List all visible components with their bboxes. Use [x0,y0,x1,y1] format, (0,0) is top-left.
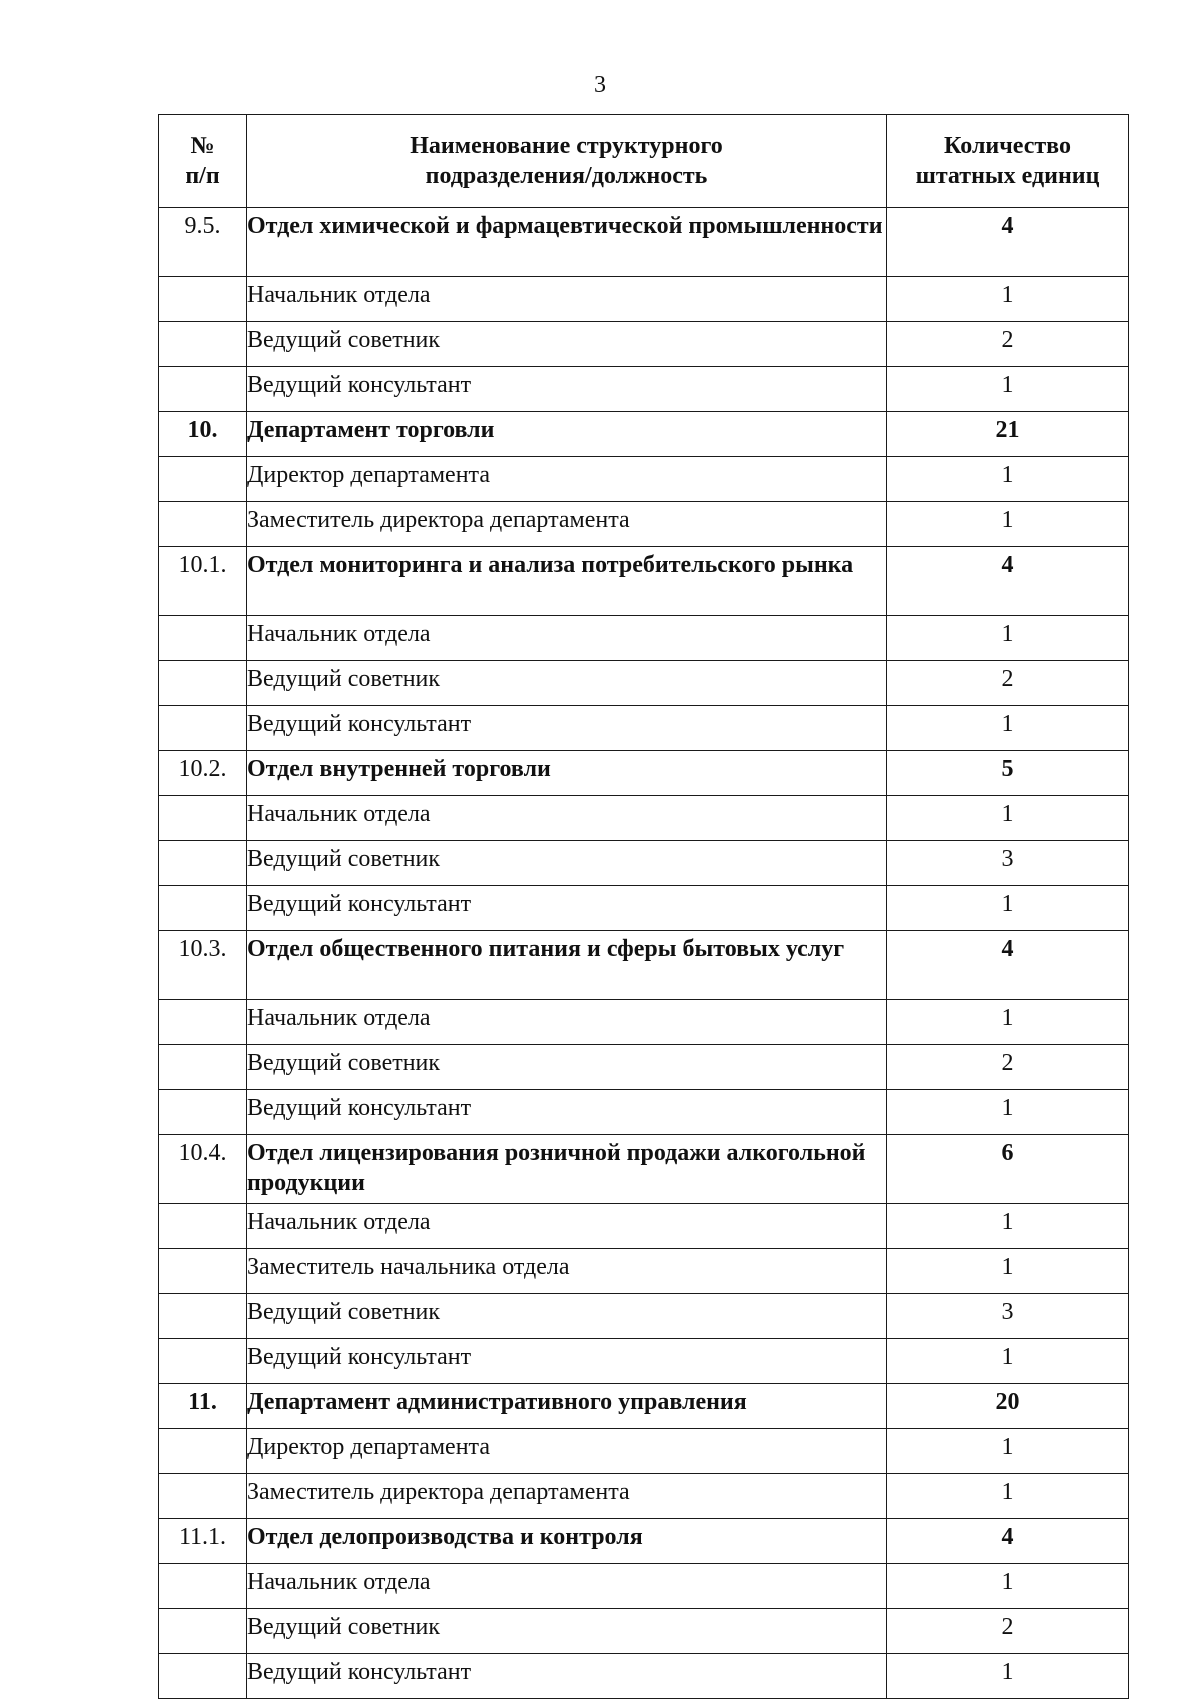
row-name-cell: Ведущий консультант [247,706,887,751]
row-name-cell: Директор департамента [247,457,887,502]
row-count-cell: 1 [887,502,1129,547]
row-count-cell: 1 [887,796,1129,841]
position-row [159,796,1129,841]
row-number-cell [159,841,247,886]
header-name [247,115,887,208]
position-row [159,367,1129,412]
row-number-cell [159,1609,247,1654]
row-number-cell [159,1654,247,1699]
position-row [159,841,1129,886]
row-name-cell: Ведущий консультант [247,367,887,412]
row-number-cell [159,1429,247,1474]
position-row [159,706,1129,751]
row-name-cell: Департамент административного управления [247,1384,887,1429]
position-row [159,1204,1129,1249]
row-number-cell: 11. [159,1384,247,1429]
position-row [159,1294,1129,1339]
position-row [159,616,1129,661]
row-number-cell [159,796,247,841]
row-number-cell [159,1564,247,1609]
row-name-cell: Заместитель директора департамента [247,502,887,547]
row-number-cell [159,277,247,322]
row-number-cell [159,1474,247,1519]
section-row [159,931,1129,1000]
position-row [159,1249,1129,1294]
row-number-cell [159,322,247,367]
row-number-cell [159,706,247,751]
position-row [159,1339,1129,1384]
row-count-cell: 1 [887,1249,1129,1294]
row-name-cell: Ведущий консультант [247,886,887,931]
row-name-cell: Ведущий консультант [247,1654,887,1699]
row-count-cell: 1 [887,1564,1129,1609]
row-number-cell [159,1045,247,1090]
row-count-cell: 6 [887,1135,1129,1204]
staffing-table [158,114,1129,1699]
section-row [159,547,1129,616]
row-number-cell [159,1204,247,1249]
row-number-cell: 10. [159,412,247,457]
row-count-cell: 1 [887,616,1129,661]
row-name-cell: Департамент торговли [247,412,887,457]
row-name-cell: Ведущий советник [247,841,887,886]
table-body [159,208,1129,1699]
row-count-cell: 1 [887,1090,1129,1135]
row-count-cell: 5 [887,751,1129,796]
row-number-cell: 11.1. [159,1519,247,1564]
row-count-cell: 4 [887,931,1129,1000]
row-name-cell: Отдел общественного питания и сферы бытовых услуг [247,931,887,1000]
position-row [159,1045,1129,1090]
position-row [159,1429,1129,1474]
row-count-cell: 4 [887,547,1129,616]
row-name-cell: Директор департамента [247,1429,887,1474]
row-name-cell: Ведущий советник [247,661,887,706]
row-name-cell: Начальник отдела [247,277,887,322]
row-name-cell: Начальник отдела [247,1564,887,1609]
section-row [159,1519,1129,1564]
row-name-cell: Отдел делопроизводства и контроля [247,1519,887,1564]
position-row [159,886,1129,931]
row-number-cell [159,661,247,706]
position-row [159,277,1129,322]
page-number: 3 [594,72,606,98]
row-count-cell: 1 [887,277,1129,322]
row-count-cell: 2 [887,661,1129,706]
row-number-cell: 9.5. [159,208,247,277]
row-name-cell: Ведущий советник [247,322,887,367]
row-number-cell [159,457,247,502]
row-count-cell: 21 [887,412,1129,457]
row-number-cell: 10.2. [159,751,247,796]
header-count-line-1: Количество [944,133,1071,159]
section-row [159,1384,1129,1429]
table-header-row [159,115,1129,208]
row-count-cell: 4 [887,1519,1129,1564]
row-count-cell: 1 [887,457,1129,502]
row-number-cell [159,616,247,661]
row-name-cell: Ведущий консультант [247,1339,887,1384]
row-count-cell: 2 [887,1609,1129,1654]
row-count-cell: 1 [887,1204,1129,1249]
position-row [159,322,1129,367]
row-count-cell: 1 [887,1339,1129,1384]
row-number-cell [159,367,247,412]
row-count-cell: 20 [887,1384,1129,1429]
row-name-cell: Ведущий советник [247,1294,887,1339]
row-name-cell: Начальник отдела [247,796,887,841]
row-name-cell: Ведущий советник [247,1609,887,1654]
position-row [159,1000,1129,1045]
row-count-cell: 1 [887,1654,1129,1699]
position-row [159,1654,1129,1699]
row-count-cell: 1 [887,367,1129,412]
position-row [159,1609,1129,1654]
row-count-cell: 2 [887,1045,1129,1090]
row-number-cell [159,1339,247,1384]
row-name-cell: Начальник отдела [247,616,887,661]
row-count-cell: 1 [887,706,1129,751]
header-name-line-1: Наименование структурного [410,133,723,159]
row-number-cell [159,502,247,547]
row-count-cell: 1 [887,1429,1129,1474]
row-name-cell: Отдел химической и фармацевтической промышленности [247,208,887,277]
section-row [159,208,1129,277]
section-row [159,751,1129,796]
header-number-line-2: п/п [185,163,220,189]
row-name-cell: Ведущий советник [247,1045,887,1090]
position-row [159,1090,1129,1135]
section-row [159,1135,1129,1204]
row-name-cell: Начальник отдела [247,1204,887,1249]
row-name-cell: Начальник отдела [247,1000,887,1045]
header-count-line-2: штатных единиц [915,163,1100,189]
row-number-cell [159,1000,247,1045]
row-count-cell: 3 [887,1294,1129,1339]
position-row [159,502,1129,547]
row-name-cell: Отдел внутренней торговли [247,751,887,796]
position-row [159,661,1129,706]
row-number-cell: 10.1. [159,547,247,616]
section-row [159,412,1129,457]
row-count-cell: 1 [887,886,1129,931]
row-number-cell: 10.3. [159,931,247,1000]
row-number-cell [159,1294,247,1339]
row-number-cell [159,1090,247,1135]
header-count [887,115,1129,208]
row-name-cell: Заместитель начальника отдела [247,1249,887,1294]
header-number [159,115,247,208]
row-name-cell: Ведущий консультант [247,1090,887,1135]
position-row [159,457,1129,502]
row-count-cell: 1 [887,1000,1129,1045]
row-name-cell: Заместитель директора департамента [247,1474,887,1519]
row-number-cell: 10.4. [159,1135,247,1204]
position-row [159,1474,1129,1519]
row-count-cell: 3 [887,841,1129,886]
row-name-cell: Отдел мониторинга и анализа потребительского рынка [247,547,887,616]
row-count-cell: 4 [887,208,1129,277]
row-name-cell: Отдел лицензирования розничной продажи алкогольной продукции [247,1135,887,1204]
header-name-line-2: подразделения/должность [425,163,708,189]
row-count-cell: 1 [887,1474,1129,1519]
row-number-cell [159,886,247,931]
row-number-cell [159,1249,247,1294]
position-row [159,1564,1129,1609]
header-number-line-1: № [190,133,215,159]
row-count-cell: 2 [887,322,1129,367]
